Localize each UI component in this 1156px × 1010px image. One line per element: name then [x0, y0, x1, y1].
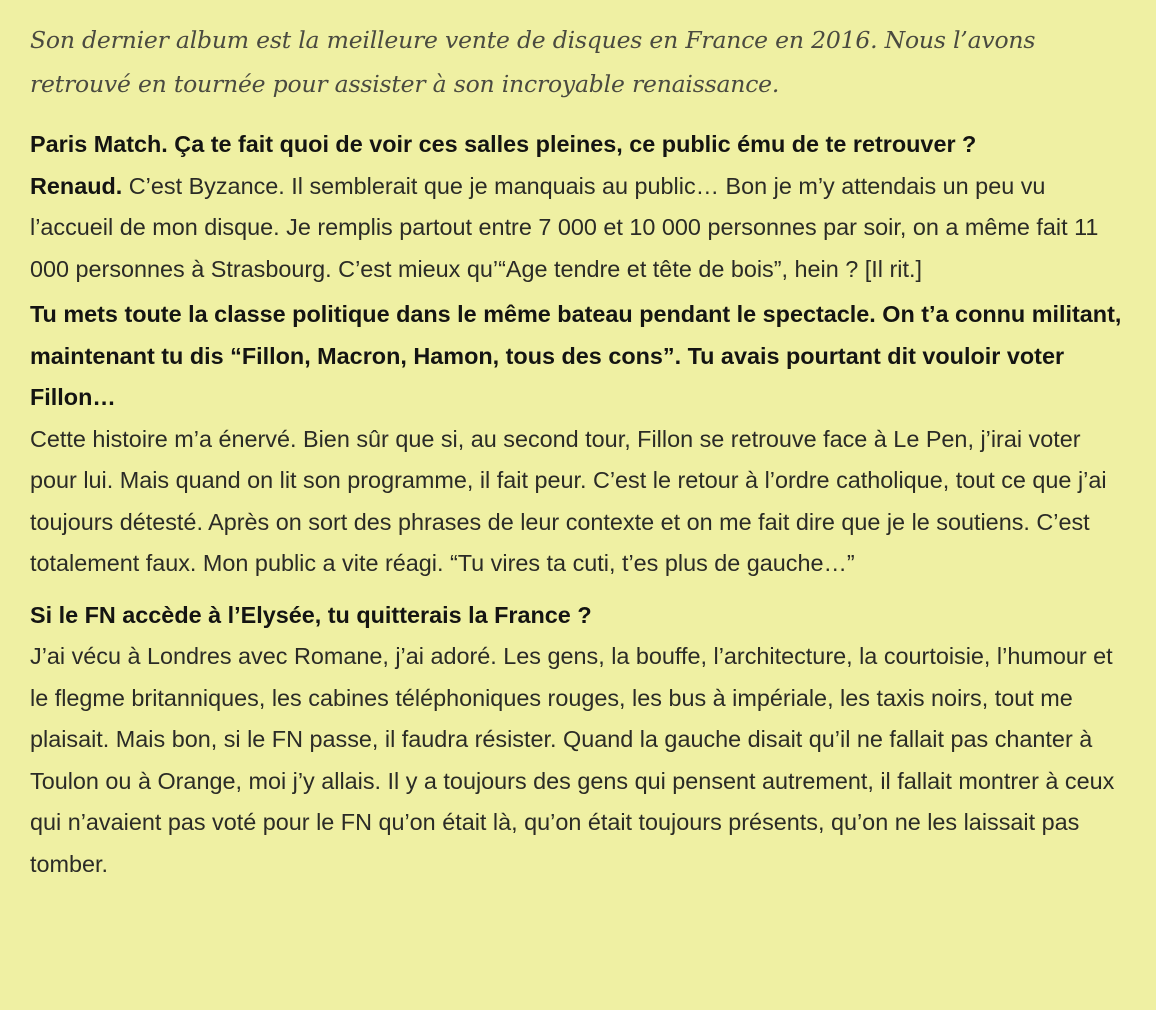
answer-3: J’ai vécu à Londres avec Romane, j’ai adoré. Les gens, la bouffe, l’architecture, la courtoisie, l’humour et le flegme britanniques, les cabines téléphoniques rouges, les bus à impériale, les taxis noirs, tout me plaisait. Mais bon, si le FN passe, il faudra résister. Quand la gauche disait qu’il ne fallait pas chanter à Toulon ou à Orange, moi j’y allais. Il y a toujours des gens qui pensent autrement, il fallait montrer à ceux qui n’avaient pas voté pour le FN qu’on était là, qu’on était toujours présents, qu’on ne les laissait pas tomber.: [30, 643, 1115, 877]
answer-1: [30, 166, 1132, 291]
spacer: [30, 587, 1132, 595]
question-2: Tu mets toute la classe politique dans le même bateau pendant le spectacle. On t’a connu militant, maintenant tu dis “Fillon, Macron, Hamon, tous des cons”. Tu avais pourtant dit vouloir voter Fillon…: [30, 301, 1122, 410]
answer-2: Cette histoire m’a énervé. Bien sûr que si, au second tour, Fillon se retrouve face à Le Pen, j’irai voter pour lui. Mais quand on lit son programme, il fait peur. C’est le retour à l’ordre catholique, tout ce que j’ai toujours détesté. Après on sort des phrases de leur contexte et on me fait dire que je le soutiens. C’est totalement faux. Mon public a vite réagi. “Tu vires ta cuti, t’es plus de gauche…”: [30, 425, 1107, 576]
question-1: Paris Match. Ça te fait quoi de voir ces salles pleines, ce public ému de te retrouver ?: [30, 131, 977, 157]
answer-1-text: C’est Byzance. Il semblerait que je manquais au public… Bon je m’y attendais un peu vu l’accueil de mon disque. Je remplis partout entre 7 000 et 10 000 personnes par soir, on a même fait 11 000 personnes à Strasbourg. C’est mieux qu’“Age tendre et tête de bois”, hein ? [Il rit.]: [30, 172, 1099, 282]
question-3: Si le FN accède à l’Elysée, tu quitterais la France ?: [30, 601, 592, 628]
article-intro: Son dernier album est la meilleure vente de disques en France en 2016. Nous l’avons retrouvé en tournée pour assister à son incroyable renaissance.: [30, 26, 1036, 98]
qa-section: [30, 124, 1132, 885]
qa-block-2: [30, 294, 1132, 585]
qa-block-3: [30, 595, 1132, 886]
qa-block-1: [30, 124, 1132, 290]
answer-1-speaker: Renaud.: [30, 172, 123, 199]
